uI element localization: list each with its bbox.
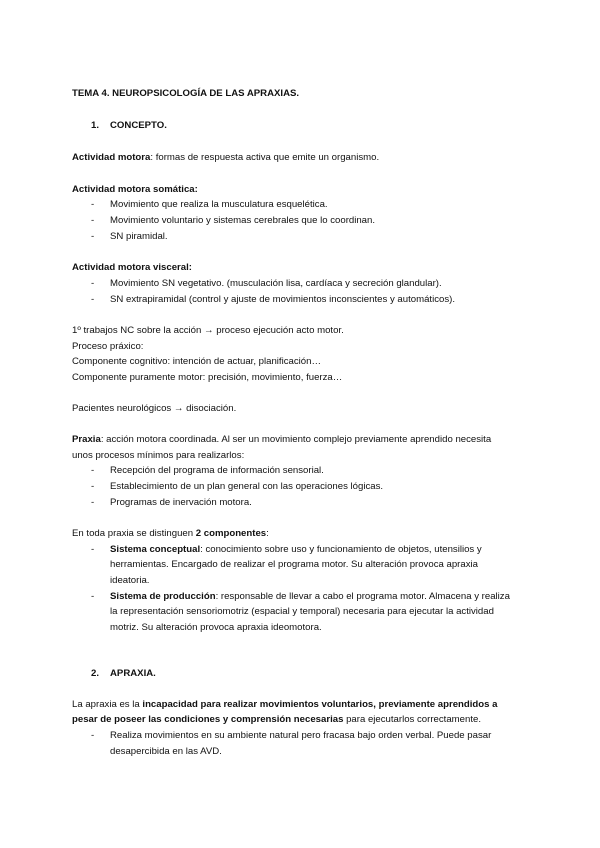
list-item-continuation: motriz. Su alteración provoca apraxia ideomotora. [110,622,322,633]
bold-text: incapacidad para realizar movimientos voluntarios, previamente aprendidos a [142,699,498,710]
term: Sistema conceptual [110,544,201,555]
paragraph-line: unos procesos mínimos para realizarlos: [72,450,245,461]
paragraph-line: 1º trabajos NC sobre la acción → proceso ejecución acto motor. [72,325,344,336]
list-item: SN piramidal. [110,231,168,242]
list-item: Establecimiento de un plan general con las operaciones lógicas. [110,481,384,492]
bullet: - [91,591,95,602]
text: para ejecutarlos correctamente. [343,714,481,725]
list-item-continuation: la representación sensoriomotriz (espacial y temporal) necesaria para ejecutar la actividad [110,606,494,617]
list-item-continuation: ideatoria. [110,575,150,586]
text: : [266,528,269,539]
bullet: - [91,544,95,555]
bullet: - [91,199,95,210]
bullet: - [91,465,95,476]
paragraph-componentes [72,526,269,542]
paragraph-apraxia-line-1 [72,697,498,713]
section-1-title: CONCEPTO. [110,120,167,131]
section-2-number: 2. [91,668,100,679]
list-item: SN extrapiramidal (control y ajuste de movimientos inconscientes y automáticos). [110,294,455,305]
section-2-title: APRAXIA. [110,668,156,679]
bold-text: pesar de poseer las condiciones y comprensión necesarias [72,714,344,725]
definition-text: : acción motora coordinada. Al ser un movimiento complejo previamente aprendido necesita [100,434,492,445]
bullet: - [91,481,95,492]
document-title: TEMA 4. NEUROPSICOLOGÍA DE LAS APRAXIAS. [72,88,300,99]
bullet: - [91,215,95,226]
list-item: Movimiento voluntario y sistemas cerebrales que lo coordinan. [110,215,376,226]
heading-somatica: Actividad motora somática: [72,184,198,195]
paragraph-line: Componente cognitivo: intención de actuar, planificación… [72,356,322,367]
bullet: - [91,294,95,305]
term: Praxia [72,434,101,445]
list-item-produccion [110,589,510,605]
list-item-conceptual [110,542,482,558]
paragraph-line: Componente puramente motor: precisión, movimiento, fuerza… [72,372,343,383]
list-item: Realiza movimientos en su ambiente natural pero fracasa bajo orden verbal. Puede pasar [110,730,492,741]
list-item-continuation: herramientas. Encargado de realizar el programa motor. Su alteración provoca apraxia [110,559,478,570]
list-item: Movimiento SN vegetativo. (musculación lisa, cardíaca y secreción glandular). [110,278,442,289]
text: : conocimiento sobre uso y funcionamiento de objetos, utensilios y [200,544,482,555]
term: Actividad motora [72,152,151,163]
list-item: Recepción del programa de información sensorial. [110,465,324,476]
bullet: - [91,497,95,508]
bullet: - [91,231,95,242]
section-1-number: 1. [91,120,100,131]
bullet: - [91,278,95,289]
paragraph-line: Proceso práxico: [72,341,144,352]
bold-text: 2 componentes [195,528,267,539]
paragraph-apraxia-line-2 [72,712,481,728]
definition-text: : formas de respuesta activa que emite un organismo. [150,152,380,163]
paragraph-line: Pacientes neurológicos → disociación. [72,403,237,414]
list-item-continuation: desapercibida en las AVD. [110,746,222,757]
definition-praxia [72,432,491,448]
text: : responsable de llevar a cabo el programa motor. Almacena y realiza [215,591,510,602]
term: Sistema de producción [110,591,216,602]
list-item: Movimiento que realiza la musculatura esquelética. [110,199,328,210]
text: En toda praxia se distinguen [72,528,196,539]
definition-actividad-motora [72,150,379,166]
heading-visceral: Actividad motora visceral: [72,262,192,273]
bullet: - [91,730,95,741]
text: La apraxia es la [72,699,143,710]
list-item: Programas de inervación motora. [110,497,252,508]
